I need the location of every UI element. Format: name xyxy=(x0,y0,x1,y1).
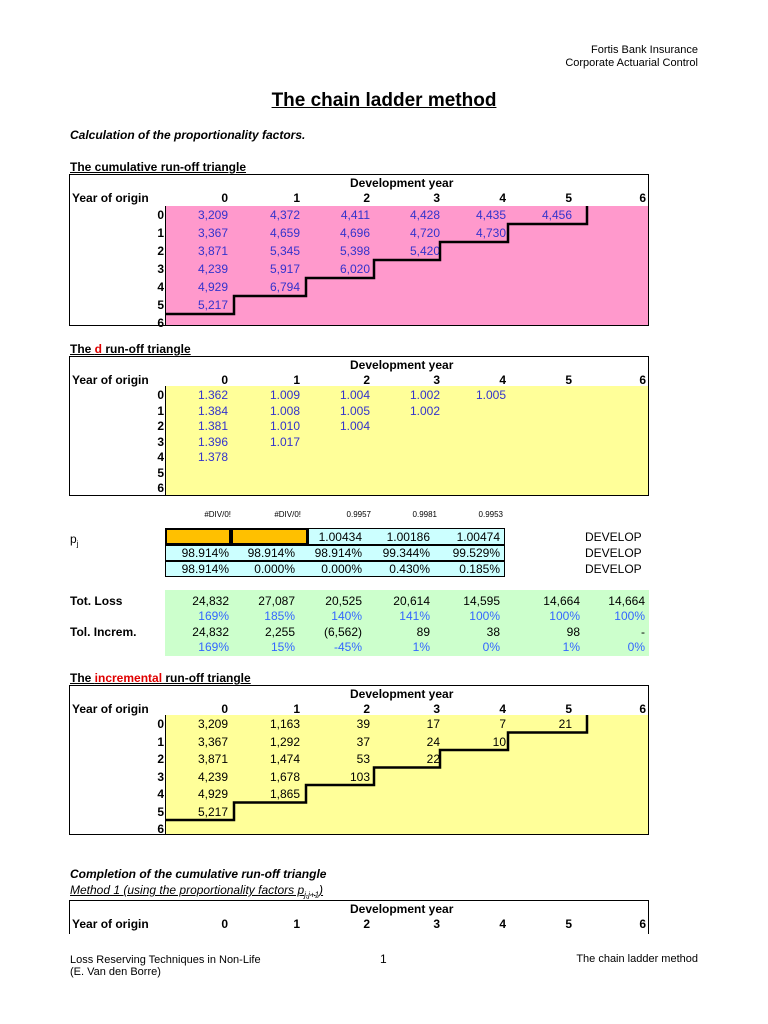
table-cell: 1,292 xyxy=(269,734,300,749)
column-header: 0 xyxy=(221,373,228,387)
column-header: 5 xyxy=(565,702,572,716)
table-cell: 1.004 xyxy=(339,388,370,402)
factor-label-sub: j xyxy=(76,539,79,549)
row-label: 4 xyxy=(157,787,164,801)
footer-author: (E. Van den Borre) xyxy=(70,966,161,978)
row-label-separator xyxy=(165,386,166,495)
table-cell: 1.378 xyxy=(197,450,228,464)
row-label: 5 xyxy=(157,298,164,312)
column-header: 5 xyxy=(565,917,572,931)
tol-increm-pct: -45% xyxy=(333,640,362,654)
tot-loss-value: 24,832 xyxy=(192,594,229,608)
table-cell: 1.002 xyxy=(409,388,440,402)
table-cell: 39 xyxy=(356,717,370,731)
column-header: 4 xyxy=(499,191,506,205)
column-header: 2 xyxy=(363,191,370,205)
table-cell: 1,865 xyxy=(269,787,300,801)
completion-title: Completion of the cumulative run-off triangle xyxy=(70,867,327,881)
factor-value: 98.914% xyxy=(181,562,229,576)
tol-increm-value: 24,832 xyxy=(192,625,229,639)
column-header: 4 xyxy=(499,702,506,716)
table-cell: 4,372 xyxy=(269,208,300,222)
completion-table xyxy=(69,900,649,934)
factor-value: 1.00186 xyxy=(386,530,430,544)
row-label: 2 xyxy=(157,244,164,258)
factor-label xyxy=(70,532,78,548)
page-number: 1 xyxy=(380,952,387,966)
year-of-origin-header: Year of origin xyxy=(72,702,149,716)
triangle-fill xyxy=(166,386,648,495)
table-cell: 4,435 xyxy=(475,208,506,222)
page-title: The chain ladder method xyxy=(271,90,497,111)
table-cell: 4,411 xyxy=(340,208,370,222)
column-header: 4 xyxy=(499,373,506,387)
row-label: 0 xyxy=(157,388,164,402)
row-label: 6 xyxy=(157,481,164,495)
tot-loss-value: 14,664 xyxy=(543,594,580,608)
dev-year-header: Development year xyxy=(350,358,454,372)
table-cell: 4,428 xyxy=(409,208,440,222)
table-cell: 103 xyxy=(349,769,370,784)
column-header: 5 xyxy=(565,373,572,387)
table-cell: 3,871 xyxy=(197,244,228,258)
dev-year-header: Development year xyxy=(350,176,454,190)
table-cell: 4,929 xyxy=(197,787,228,801)
table-cell: 4,720 xyxy=(409,226,440,240)
column-header: 6 xyxy=(639,917,646,931)
tol-increm-value: - xyxy=(641,625,645,639)
year-of-origin-header: Year of origin xyxy=(72,373,149,387)
table-cell: 1,678 xyxy=(269,769,300,784)
row-label: 3 xyxy=(157,769,164,784)
tot-loss-label: Tot. Loss xyxy=(70,594,123,608)
row-label: 6 xyxy=(157,822,164,836)
table-cell: 5,917 xyxy=(269,262,300,276)
tot-loss-value: 20,525 xyxy=(325,594,362,608)
table-cell: 5,398 xyxy=(339,244,370,258)
table-cell: 4,239 xyxy=(197,262,228,276)
develop-label: DEVELOP xyxy=(585,546,642,560)
table-cell: 24 xyxy=(426,734,440,749)
table-cell: 1,163 xyxy=(269,717,300,731)
table-cell: 3,871 xyxy=(197,752,228,766)
column-header: 1 xyxy=(293,373,300,387)
table-cell: 7 xyxy=(499,717,506,731)
table-cell: 53 xyxy=(356,752,370,766)
cumulative-title: The cumulative run-off triangle xyxy=(70,160,247,174)
table-cell: 4,456 xyxy=(541,208,572,222)
develop-label: DEVELOP xyxy=(585,562,642,576)
table-cell: 5,345 xyxy=(269,244,300,258)
department-name: Corporate Actuarial Control xyxy=(565,57,698,69)
tol-increm-value: (6,562) xyxy=(323,625,362,639)
orange-cell xyxy=(231,528,308,545)
tol-increm-label: Tol. Increm. xyxy=(70,625,137,639)
year-of-origin-header: Year of origin xyxy=(72,917,149,931)
tol-increm-pct: 1% xyxy=(412,640,430,654)
factor-value: 1.00474 xyxy=(456,530,500,544)
page-subtitle: Calculation of the proportionality factors. xyxy=(70,128,306,142)
tot-loss-pct: 185% xyxy=(264,609,295,623)
factors-block xyxy=(0,510,768,580)
column-header: 3 xyxy=(433,917,440,931)
tol-increm-pct: 169% xyxy=(198,640,229,654)
totals-block xyxy=(0,590,768,656)
orange-cell xyxy=(165,528,231,545)
d-triangle-title: The d run-off triangle xyxy=(70,342,191,356)
tot-loss-value: 27,087 xyxy=(258,594,295,608)
factor-top-value: 0.9981 xyxy=(412,510,437,519)
column-header: 3 xyxy=(433,191,440,205)
tol-increm-pct: 1% xyxy=(562,640,580,654)
table-cell: 3,367 xyxy=(197,734,228,749)
tol-increm-pct: 15% xyxy=(270,640,295,654)
tol-increm-pct: 0% xyxy=(627,640,645,654)
table-cell: 5,217 xyxy=(197,298,228,312)
table-cell: 1.362 xyxy=(197,388,228,402)
row-label: 1 xyxy=(157,226,164,240)
factor-label-text: p xyxy=(70,532,77,546)
column-header: 5 xyxy=(565,191,572,205)
tot-loss-pct: 100% xyxy=(614,609,645,623)
table-cell: 6,794 xyxy=(269,280,300,294)
tol-increm-pct: 0% xyxy=(482,640,500,654)
factor-top-value: 0.9957 xyxy=(346,510,371,519)
table-cell: 1.009 xyxy=(269,388,300,402)
factor-value: 99.344% xyxy=(382,546,430,560)
factor-top-value: #DIV/0! xyxy=(204,510,231,519)
factor-value: 99.529% xyxy=(452,546,500,560)
table-cell: 3,209 xyxy=(197,208,228,222)
cumulative-table xyxy=(69,174,649,330)
table-cell: 5,217 xyxy=(197,804,228,819)
column-header: 3 xyxy=(433,373,440,387)
year-of-origin-header: Year of origin xyxy=(72,191,149,205)
diagonal-stair-line xyxy=(70,175,650,335)
tol-increm-value: 38 xyxy=(486,625,500,639)
tol-increm-value: 89 xyxy=(416,625,430,639)
method-label: Method 1 (using the proportionality factors $p_{j,j+1}$) xyxy=(70,883,324,900)
tot-loss-pct: 169% xyxy=(198,609,229,623)
row-label: 0 xyxy=(157,208,164,222)
column-header: 1 xyxy=(293,917,300,931)
table-cell: 1.005 xyxy=(475,388,506,402)
table-cell: 1,474 xyxy=(269,752,300,766)
table-cell: 17 xyxy=(426,717,440,731)
factor-value: 98.914% xyxy=(247,546,295,560)
footer-chapter: The chain ladder method xyxy=(576,953,698,965)
tot-loss-pct: 140% xyxy=(331,609,362,623)
tol-increm-value: 98 xyxy=(566,625,580,639)
table-cell: 1.004 xyxy=(339,419,370,433)
tot-loss-value: 14,595 xyxy=(463,594,500,608)
table-cell: 10 xyxy=(492,734,506,749)
company-name: Fortis Bank Insurance xyxy=(591,44,698,56)
row-label: 3 xyxy=(157,262,164,276)
incremental-title: The incremental run-off triangle xyxy=(70,671,251,685)
factor-top-value: 0.9953 xyxy=(478,510,503,519)
table-cell: 4,239 xyxy=(197,769,228,784)
row-label: 6 xyxy=(157,316,164,330)
dev-year-header: Development year xyxy=(350,687,454,701)
row-label: 1 xyxy=(157,403,164,418)
factor-top-value: #DIV/0! xyxy=(274,510,301,519)
diagonal-stair-line xyxy=(70,686,650,846)
table-cell: 1.010 xyxy=(269,419,300,433)
row-label: 3 xyxy=(157,434,164,449)
column-header: 1 xyxy=(293,702,300,716)
column-header: 2 xyxy=(363,373,370,387)
table-cell: 4,730 xyxy=(475,226,506,240)
tot-loss-pct: 100% xyxy=(469,609,500,623)
table-cell: 1.396 xyxy=(197,434,228,449)
table-cell: 1.005 xyxy=(339,403,370,418)
row-label: 0 xyxy=(157,717,164,731)
factor-value: 0.430% xyxy=(389,562,430,576)
table-cell: 22 xyxy=(426,752,440,766)
table-cell: 21 xyxy=(558,717,572,731)
dev-year-header: Development year xyxy=(350,902,454,916)
row-label: 1 xyxy=(157,734,164,749)
column-header: 6 xyxy=(639,191,646,205)
table-cell: 1.381 xyxy=(197,419,228,433)
incremental-table xyxy=(69,685,649,835)
table-cell: 3,209 xyxy=(197,717,228,731)
column-header: 2 xyxy=(363,702,370,716)
column-header: 2 xyxy=(363,917,370,931)
table-cell: 4,696 xyxy=(339,226,370,240)
row-label: 2 xyxy=(157,752,164,766)
factor-value: 0.000% xyxy=(321,562,362,576)
table-cell: 3,367 xyxy=(197,226,228,240)
tot-loss-pct: 141% xyxy=(399,609,430,623)
row-label: 4 xyxy=(157,280,164,294)
factor-value: 98.914% xyxy=(181,546,229,560)
column-header: 1 xyxy=(293,191,300,205)
table-cell: 4,659 xyxy=(269,226,300,240)
row-label: 4 xyxy=(157,450,164,464)
tot-loss-value: 14,664 xyxy=(608,594,645,608)
factor-value: 0.185% xyxy=(459,562,500,576)
table-cell: 37 xyxy=(356,734,370,749)
table-cell: 1.008 xyxy=(269,403,300,418)
column-header: 0 xyxy=(221,191,228,205)
column-header: 6 xyxy=(639,702,646,716)
column-header: 0 xyxy=(221,702,228,716)
factor-value: 1.00434 xyxy=(318,530,362,544)
column-header: 0 xyxy=(221,917,228,931)
table-cell: 1.017 xyxy=(269,434,300,449)
factor-value: 0.000% xyxy=(254,562,295,576)
table-cell: 5,420 xyxy=(409,244,440,258)
table-cell: 4,929 xyxy=(197,280,228,294)
row-label: 5 xyxy=(157,465,164,480)
column-header: 3 xyxy=(433,702,440,716)
develop-label: DEVELOP xyxy=(585,530,642,544)
tot-loss-pct: 100% xyxy=(549,609,580,623)
factor-value: 98.914% xyxy=(314,546,362,560)
tot-loss-value: 20,614 xyxy=(393,594,430,608)
column-header: 4 xyxy=(499,917,506,931)
table-cell: 1.002 xyxy=(409,403,440,418)
tol-increm-value: 2,255 xyxy=(264,625,295,639)
column-header: 6 xyxy=(639,373,646,387)
table-cell: 1.384 xyxy=(197,403,228,418)
row-label: 5 xyxy=(157,804,164,819)
footer-course: Loss Reserving Techniques in Non-Life xyxy=(70,954,261,966)
table-cell: 6,020 xyxy=(339,262,370,276)
d-triangle-table xyxy=(69,356,649,496)
row-label: 2 xyxy=(157,419,164,433)
